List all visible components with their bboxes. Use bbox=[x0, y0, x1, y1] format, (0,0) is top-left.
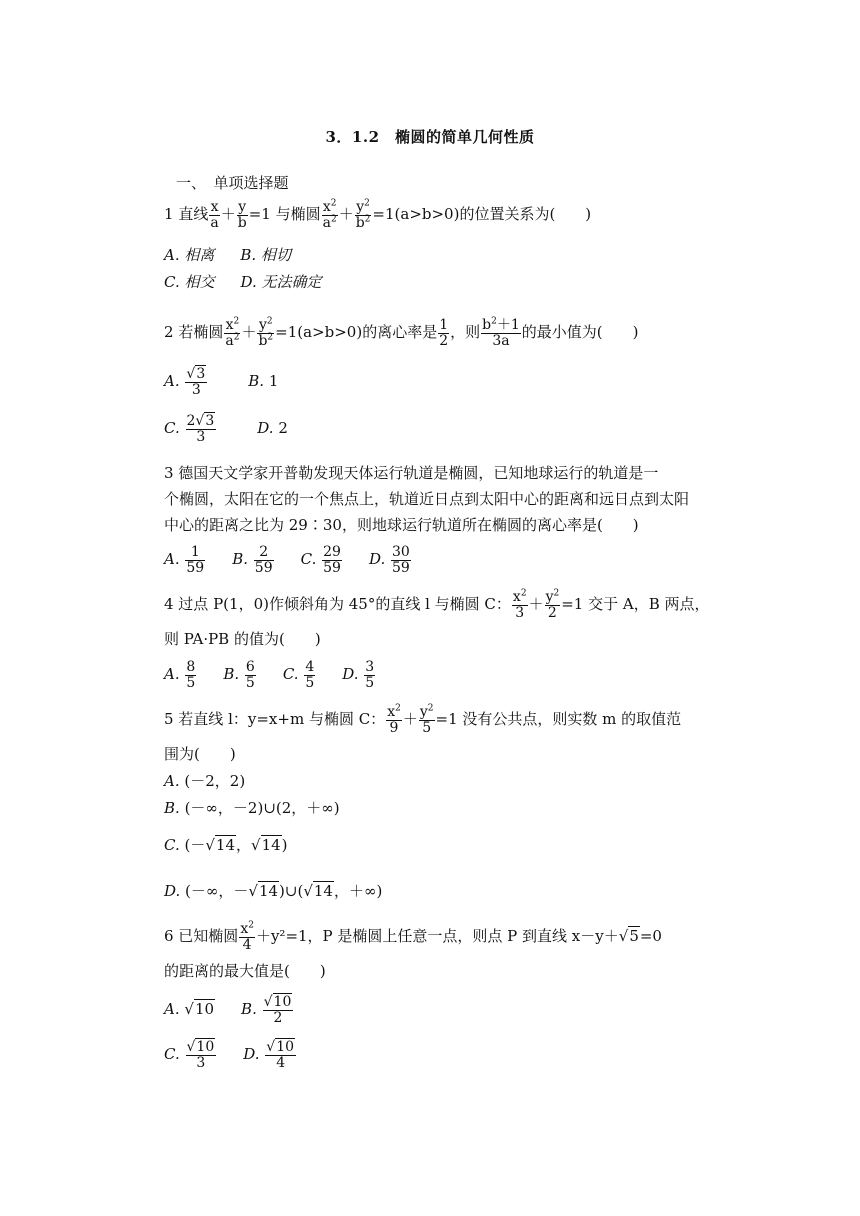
q2-option-c-value: $\frac{2√3}{3}$ bbox=[186, 413, 215, 445]
q6-tail: ＋y²=1，P 是椭圆上任意一点，则点 P 到直线 x－y＋ bbox=[255, 927, 619, 946]
q5-option-a: A. (－2，2) bbox=[164, 772, 246, 790]
q3-option-b-value: $\frac{2}{59}$ bbox=[254, 544, 273, 576]
q1-lead: 直线 bbox=[178, 205, 209, 224]
fraction-x2-9: $\frac{x^2}{9}$ bbox=[387, 703, 401, 736]
q5-tail: =1 没有公共点，则实数 m 的取值范 bbox=[435, 710, 682, 729]
q1-options-row-1 bbox=[164, 244, 291, 266]
q1-option-d: D. 无法确定 bbox=[240, 273, 322, 291]
q6-option-b-value: $\frac{√10}{2}$ bbox=[263, 994, 292, 1026]
fraction-y-b: $\frac{y}{b}$ bbox=[237, 199, 247, 231]
fraction-y2-5: $\frac{y^2}{5}$ bbox=[419, 703, 434, 736]
fraction-b2plus1-3a: $\frac{b^2+1}{3a}$ bbox=[482, 316, 520, 349]
q2-mid2: ，则 bbox=[450, 323, 481, 342]
q6-options-row-2: C. $\frac{√10}{3}$ D. $\frac{√10}{4}$ bbox=[164, 1039, 295, 1071]
q6-lead: 6 已知椭圆 bbox=[164, 927, 239, 946]
q5-option-c: C. (－√14，√14) bbox=[164, 836, 288, 854]
q5-option-b-value: (－∞，－2)∪(2，＋∞) bbox=[184, 799, 340, 817]
q2-options-row-1: A. $\frac{√3}{3}$ B. 1 bbox=[164, 366, 279, 398]
q1-option-a: A. 相离 bbox=[164, 246, 215, 264]
question-5: 5 若直线 l：y=x+m 与椭圆 C： $\frac{x^2}{9}$ ＋ $\frac{y^2}{5}$ =1 没有公共点，则实数 m 的取值范 bbox=[164, 703, 682, 736]
q3-options: A. $\frac{1}{59}$ B. $\frac{2}{59}$ C. $\frac{29}{59}$ D. $\frac{30}{59}$ bbox=[164, 544, 410, 576]
q4-option-c-value: $\frac{4}{5}$ bbox=[305, 659, 315, 691]
q6-option-c-value: $\frac{√10}{3}$ bbox=[186, 1039, 215, 1071]
q4-line-2: 则 PA·PB 的值为( ) bbox=[164, 630, 321, 648]
q6-line-2: 的距离的最大值是( ) bbox=[164, 962, 326, 980]
fraction-x2-4: $\frac{x^2}{4}$ bbox=[240, 920, 254, 953]
section-heading: 一、 单项选择题 bbox=[176, 174, 289, 192]
page-title: 3．1.2 椭圆的简单几何性质 bbox=[325, 128, 535, 146]
question-1: 1 直线 $\frac{x}{a}$ ＋ $\frac{y}{b}$ =1 与椭圆 $\frac{x^2}{a^2}$ ＋ $\frac{y^2}{b^2}$ =1(a>b>0)的位置关系为( ) bbox=[164, 198, 592, 231]
q3-line-3: 中心的距离之比为 29∶30，则地球运行轨道所在椭圆的离心率是( ) bbox=[164, 516, 639, 534]
fraction-x2-a2: $\frac{x^2}{a^2}$ bbox=[225, 316, 240, 349]
q3-option-d-value: $\frac{30}{59}$ bbox=[392, 544, 410, 576]
q3-line-2: 个椭圆，太阳在它的一个焦点上，轨道近日点到太阳中心的距离和远日点到太阳 bbox=[164, 490, 690, 508]
q6-option-d-value: $\frac{√10}{4}$ bbox=[266, 1039, 295, 1071]
fraction-x2-a2: $\frac{x^2}{a^2}$ bbox=[322, 198, 337, 231]
q2-lead: 若椭圆 bbox=[178, 323, 224, 342]
q6-option-a-value: √10 bbox=[184, 1000, 215, 1019]
fraction-one-half: $\frac{1}{2}$ bbox=[439, 317, 449, 349]
fraction-y2-b2: $\frac{y^2}{b^2}$ bbox=[258, 316, 274, 349]
q6-tail2: =0 bbox=[639, 927, 662, 946]
q4-tail: =1 交于 A，B 两点， bbox=[561, 595, 710, 614]
q1-tail: =1(a>b>0)的位置关系为( ) bbox=[372, 205, 592, 224]
q1-mid: 与椭圆 bbox=[275, 205, 321, 224]
q5-lead: 5 若直线 l：y=x+m 与椭圆 C： bbox=[164, 710, 386, 729]
q4-option-a-value: $\frac{8}{5}$ bbox=[186, 659, 196, 691]
q1-option-c: C. 相交 bbox=[164, 273, 215, 291]
q2-option-d-value: 2 bbox=[278, 419, 288, 438]
q2-option-a-value: $\frac{√3}{3}$ bbox=[186, 366, 206, 398]
q5-option-a-value: (－2，2) bbox=[184, 772, 246, 790]
q6-options-row-1: A. √10 B. $\frac{√10}{2}$ bbox=[164, 994, 292, 1026]
q4-lead: 4 过点 P(1，0)作倾斜角为 45°的直线 l 与椭圆 C： bbox=[164, 595, 511, 614]
q4-option-d-value: $\frac{3}{5}$ bbox=[365, 659, 375, 691]
q2-mid: =1(a>b>0)的离心率是 bbox=[275, 323, 438, 342]
question-6 bbox=[164, 922, 662, 952]
q3-option-a-value: $\frac{1}{59}$ bbox=[186, 544, 205, 576]
q1-option-b: B. 相切 bbox=[240, 246, 291, 264]
q2-options-row-2: C. $\frac{2√3}{3}$ D. 2 bbox=[164, 413, 288, 445]
question-2: 2 若椭圆 $\frac{x^2}{a^2}$ ＋ $\frac{y^2}{b^2}$ =1(a>b>0)的离心率是 $\frac{1}{2}$ ，则 $\frac{b^2+1}{3a}$ 的最小值为( ) bbox=[164, 316, 639, 349]
question-4: 4 过点 P(1，0)作倾斜角为 45°的直线 l 与椭圆 C： $\frac{x^2}{3}$ ＋ $\frac{y^2}{2}$ =1 交于 A，B 两点， bbox=[164, 588, 710, 621]
q5-option-d: D. (－∞，－√14)∪(√14，＋∞) bbox=[164, 882, 383, 900]
q4-option-b-value: $\frac{6}{5}$ bbox=[245, 659, 255, 691]
q2-number: 2 bbox=[164, 323, 174, 342]
q5-option-b: B. (－∞，－2)∪(2，＋∞) bbox=[164, 799, 340, 817]
q2-option-b-value: 1 bbox=[268, 372, 279, 391]
fraction-y2-2: $\frac{y^2}{2}$ bbox=[545, 588, 560, 621]
fraction-y2-b2: $\frac{y^2}{b^2}$ bbox=[355, 198, 371, 231]
q1-options-row-2 bbox=[164, 271, 322, 293]
sqrt-5: √5 bbox=[618, 927, 639, 946]
fraction-x2-3: $\frac{x^2}{3}$ bbox=[512, 588, 527, 621]
q4-options: A. $\frac{8}{5}$ B. $\frac{6}{5}$ C. $\frac{4}{5}$ D. $\frac{3}{5}$ bbox=[164, 659, 375, 691]
q3-option-c-value: $\frac{29}{59}$ bbox=[323, 544, 341, 576]
fraction-x-a: $\frac{x}{a}$ bbox=[210, 199, 219, 231]
q3-line-1: 3 德国天文学家开普勒发现天体运行轨道是椭圆，已知地球运行的轨道是一 bbox=[164, 464, 659, 482]
q1-number: 1 bbox=[164, 205, 174, 224]
q5-line-2: 围为( ) bbox=[164, 745, 236, 763]
q2-tail: 的最小值为( ) bbox=[521, 323, 639, 342]
